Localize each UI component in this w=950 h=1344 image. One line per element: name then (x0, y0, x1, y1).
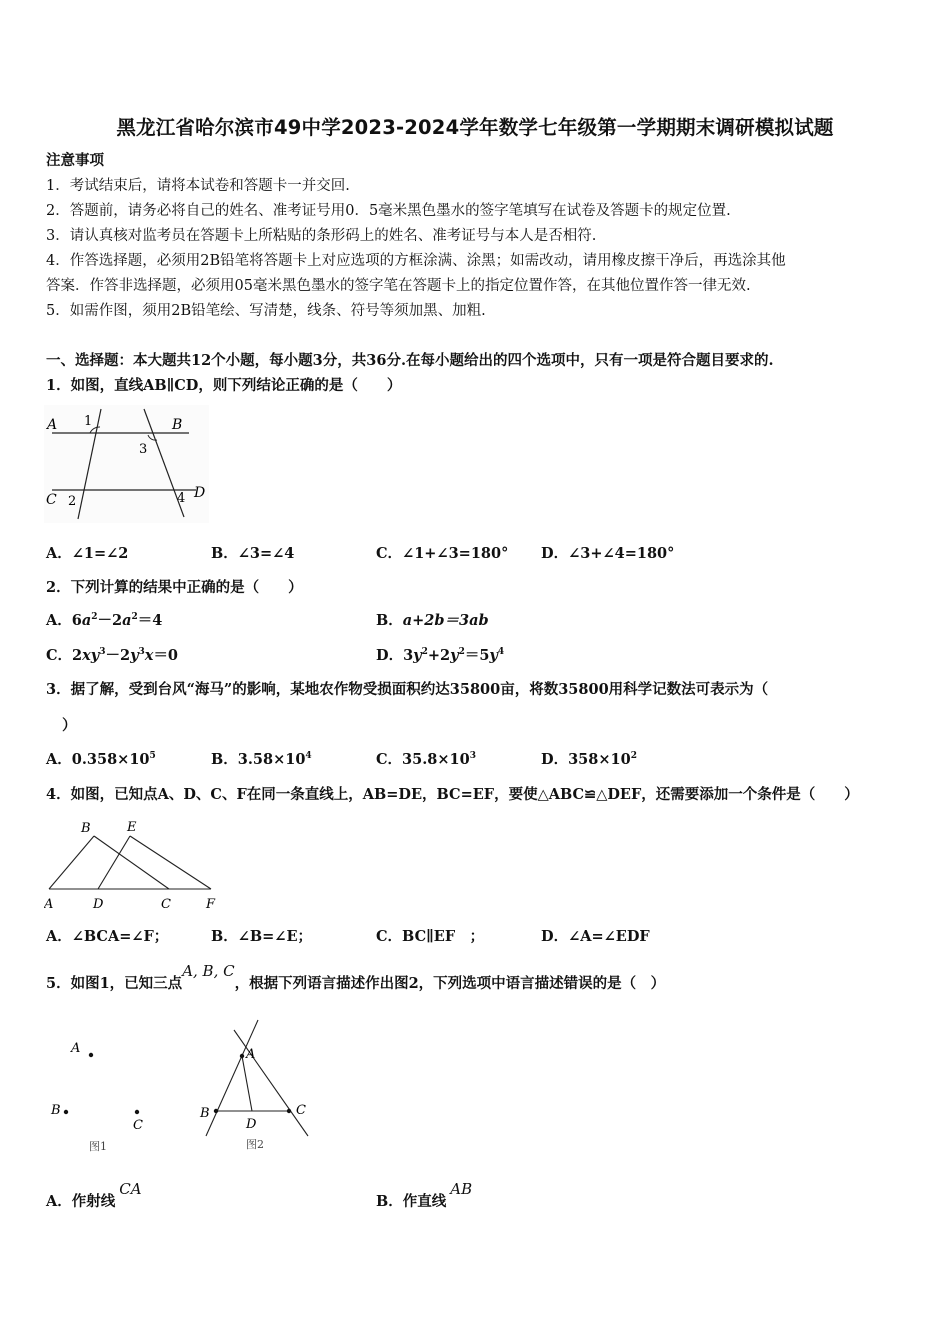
notice-item: 4．作答选择题，必须用2B铅笔将答题卡上对应选项的方框涂满、涂黑；如需改动，请用橡皮擦干净后，再选涂其他 (46, 253, 786, 269)
fig1-label-c: C (46, 492, 57, 508)
fig1-angle-3: 3 (139, 442, 148, 457)
q3-option-d: D．$358\times 10^2$ (541, 751, 637, 768)
q3-option-b: B．$3.58\times 10^4$ (211, 751, 312, 768)
q1-option-b: B．∠3=∠4 (211, 545, 295, 562)
question-1-figure (44, 405, 209, 523)
fig5b-label-d: D (246, 1117, 257, 1132)
notice-heading: 注意事项 (46, 152, 104, 169)
q4-option-c: C．BC∥EF ； (376, 928, 485, 945)
question-3-stem: 3．据了解，受到台风“海马”的影响，某地农作物受损面积约达35800亩，将数35800用科学记数法可表示为（ (46, 681, 769, 698)
notice-item: 1．考试结束后，请将本试卷和答题卡一并交回. (46, 178, 350, 194)
fig1-angle-4: 4 (177, 491, 186, 506)
question-4-figure (44, 816, 224, 914)
question-1-stem: 1．如图，直线AB∥CD，则下列结论正确的是（ ） (46, 377, 402, 394)
question-5-figure-1 (44, 1032, 164, 1157)
fig4-label-f: F (206, 897, 216, 912)
fig1-angle-2: 2 (68, 494, 77, 509)
notice-item: 2．答题前，请务必将自己的姓名、准考证号用0．5毫米黑色墨水的签字笔填写在试卷及答题卡的规定位置. (46, 203, 731, 219)
q3-option-a: A．$0.358\times 10^5$ (46, 751, 156, 768)
question-2-stem: 2．下列计算的结果中正确的是（ ） (46, 579, 303, 596)
q4-option-a: A．∠BCA=∠F； (46, 928, 169, 945)
fig4-label-d: D (93, 897, 104, 912)
fig5b-label-a: A (246, 1047, 256, 1062)
fig1-angle-1: 1 (84, 414, 93, 429)
notice-item: 答案．作答非选择题，必须用05毫米黑色墨水的签字笔在答题卡上的指定位置作答，在其他位置作答一律无效. (46, 278, 751, 294)
q4-option-d: D．∠A=∠EDF (541, 928, 650, 945)
fig5a-label-a: A (71, 1041, 81, 1056)
fig5b-label-c: C (296, 1103, 306, 1118)
q5-option-b: B．作直线AB (376, 1180, 473, 1210)
q5-points: A, B, C (182, 962, 235, 980)
page-title: 黑龙江省哈尔滨市49中学2023-2024学年数学七年级第一学期期末调研模拟试题 (116, 116, 834, 139)
q5-option-a: A．作射线CA (46, 1180, 142, 1210)
question-4-stem: 4．如图，已知点A、D、C、F在同一条直线上，AB=DE，BC=EF，要使△ABC≌△DEF，还需要添加一个条件是（ ） (46, 786, 859, 803)
fig4-label-c: C (161, 897, 171, 912)
fig4-label-a: A (44, 897, 54, 912)
fig1-label-a: A (47, 417, 58, 433)
q3-option-c: C．$35.8\times 10^3$ (376, 751, 476, 768)
question-5-figure-2 (196, 1018, 316, 1158)
fig5a-caption: 图1 (89, 1140, 107, 1153)
q2-option-a: A．$6a^2-2a^2=4$ (46, 612, 163, 629)
question-5-stem: 5．如图1，已知三点A, B, C，根据下列语言描述作出图2，下列选项中语言描述错误的是（ ） (46, 962, 666, 992)
q2-option-d: D．$3y^2+2y^2=5y^4$ (376, 647, 505, 664)
fig5b-caption: 图2 (246, 1138, 264, 1151)
fig4-label-e: E (127, 820, 137, 835)
fig5b-label-b: B (200, 1106, 210, 1121)
fig1-label-d: D (194, 485, 206, 501)
question-3-stem-end: ） (62, 717, 77, 734)
q2-option-b: B．a+2b＝3ab (376, 612, 489, 629)
q1-option-d: D．∠3+∠4=180° (541, 545, 675, 562)
fig5a-label-c: C (133, 1118, 143, 1133)
fig5a-label-b: B (51, 1103, 61, 1118)
section-heading: 一、选择题：本大题共12个小题，每小题3分，共36分.在每小题给出的四个选项中，只有一项是符合题目要求的. (46, 352, 774, 369)
notice-item: 3．请认真核对监考员在答题卡上所粘贴的条形码上的姓名、准考证号与本人是否相符. (46, 228, 597, 244)
fig1-label-b: B (172, 417, 183, 433)
q1-option-c: C．∠1+∠3=180° (376, 545, 509, 562)
q2-option-c: C．$2xy^3-2y^3x=0$ (46, 647, 179, 664)
q4-option-b: B．∠B=∠E； (211, 928, 313, 945)
fig4-label-b: B (81, 821, 91, 836)
q1-option-a: A．∠1=∠2 (46, 545, 129, 562)
notice-item: 5．如需作图，须用2B铅笔绘、写清楚，线条、符号等须加黑、加粗. (46, 303, 486, 319)
